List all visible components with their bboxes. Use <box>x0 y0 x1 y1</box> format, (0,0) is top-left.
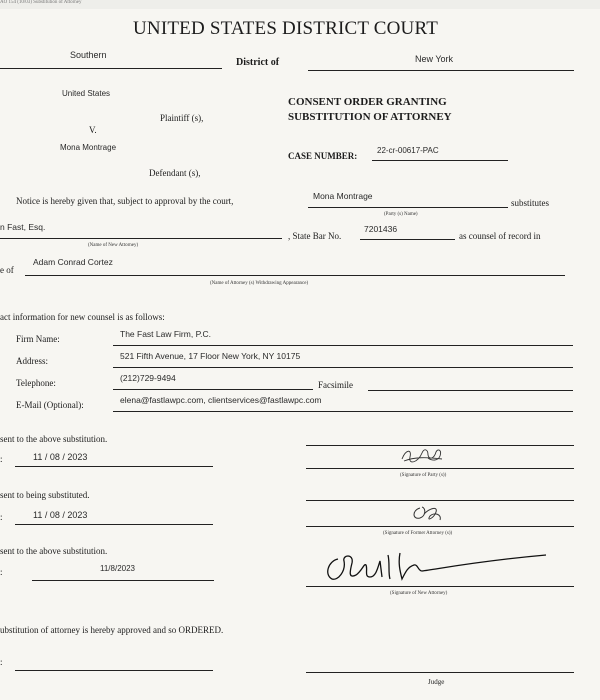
consent-former-date-line <box>15 524 213 525</box>
new-attorney-sig-caption: (Signature of New Attorney) <box>390 591 448 596</box>
consent-new-date: 11/8/2023 <box>100 564 135 573</box>
firm-name: The Fast Law Firm, P.C. <box>120 329 212 339</box>
judge-signature-line <box>306 672 574 673</box>
district-label: District of <box>236 57 280 68</box>
case-number-label: CASE NUMBER: <box>288 151 358 161</box>
district-prefix-line <box>0 68 222 69</box>
versus-text: V. <box>89 125 97 135</box>
defendant-label: Defendant (s), <box>149 168 201 178</box>
defendant-name: Mona Montrage <box>60 143 117 152</box>
firm-line <box>113 345 573 346</box>
firm-label: Firm Name: <box>16 334 60 344</box>
party-name: Mona Montrage <box>313 191 373 201</box>
plaintiff-name: United States <box>62 89 111 98</box>
email-label: E-Mail (Optional): <box>16 400 84 410</box>
judge-label: Judge <box>428 678 445 686</box>
order-date-line <box>15 670 213 671</box>
order-date-colon: : <box>0 657 3 667</box>
consent-former-date-colon: : <box>0 512 3 522</box>
state-bar-label: , State Bar No. <box>288 231 342 241</box>
district-prefix: Southern <box>70 50 107 60</box>
consent-party-date: 11 / 08 / 2023 <box>33 452 88 462</box>
email-value: elena@fastlawpc.com, clientservices@fastlawpc.com <box>120 395 322 405</box>
consent-party-date-colon: : <box>0 454 3 464</box>
new-attorney-signature <box>318 549 558 587</box>
new-attorney-signature-line <box>306 586 574 587</box>
address-line <box>113 367 573 368</box>
party-caption: (Party (s) Name) <box>384 212 418 217</box>
address-label: Address: <box>16 356 48 366</box>
district-state-line <box>308 70 574 71</box>
order-title-line2: SUBSTITUTION OF ATTORNEY <box>288 111 452 123</box>
new-attorney-caption: (Name of New Attorney) <box>88 243 139 248</box>
former-attorney-caption: (Signature of Former Attorney (s)) <box>383 531 453 536</box>
address-value: 521 Fifth Avenue, 17 Floor New York, NY 10175 <box>120 351 301 361</box>
plaintiff-label: Plaintiff (s), <box>160 113 204 123</box>
state-bar-line <box>360 239 455 240</box>
contact-intro: act information for new counsel is as follows: <box>0 312 165 322</box>
consent-party-date-line <box>15 466 213 467</box>
counsel-text: as counsel of record in <box>459 231 541 241</box>
new-attorney-line <box>0 238 282 239</box>
place-of-text: e of <box>0 265 14 275</box>
party-signature-line <box>306 468 574 469</box>
consent-new-date-line <box>32 580 214 581</box>
withdrawing-caption: (Name of Attorney (s) Withdrawing Appearance) <box>210 281 309 286</box>
former-attorney-signature <box>410 502 446 526</box>
withdrawing-attorney-line <box>25 275 565 276</box>
substitutes-text: substitutes <box>511 198 550 208</box>
consent-former-date: 11 / 08 / 2023 <box>33 510 88 520</box>
order-title-line1: CONSENT ORDER GRANTING <box>288 96 447 108</box>
district-state: New York <box>415 54 454 64</box>
consent-former-text: sent to being substituted. <box>0 490 90 500</box>
party-name-line <box>308 207 508 208</box>
party-signature <box>398 445 446 467</box>
former-attorney-signature-line <box>306 526 574 527</box>
telephone-label: Telephone: <box>16 378 56 388</box>
state-bar-number: 7201436 <box>364 224 398 234</box>
consent-new-text: sent to the above substitution. <box>0 546 108 556</box>
form-number: AO 154 (10/03) Substitution of Attorney <box>0 0 82 5</box>
case-number-line <box>372 160 508 161</box>
facsimile-line <box>368 390 573 391</box>
court-title: UNITED STATES DISTRICT COURT <box>133 18 439 39</box>
case-number: 22-cr-00617-PAC <box>377 146 439 155</box>
telephone-line <box>113 389 313 390</box>
email-line <box>113 411 573 412</box>
consent-former-upper-line <box>306 500 574 501</box>
telephone-value: (212)729-9494 <box>120 373 176 383</box>
new-attorney-name: n Fast, Esq. <box>0 222 46 232</box>
consent-party-text: sent to the above substitution. <box>0 434 108 444</box>
facsimile-label: Facsimile <box>318 380 353 390</box>
order-text: ubstitution of attorney is hereby approved and so ORDERED. <box>0 625 224 635</box>
withdrawing-attorney: Adam Conrad Cortez <box>33 257 113 267</box>
notice-intro: Notice is hereby given that, subject to approval by the court, <box>16 196 234 206</box>
party-signature-caption: (Signature of Party (s)) <box>400 473 447 478</box>
consent-new-date-colon: : <box>0 567 3 577</box>
form-header-strip <box>0 0 600 9</box>
